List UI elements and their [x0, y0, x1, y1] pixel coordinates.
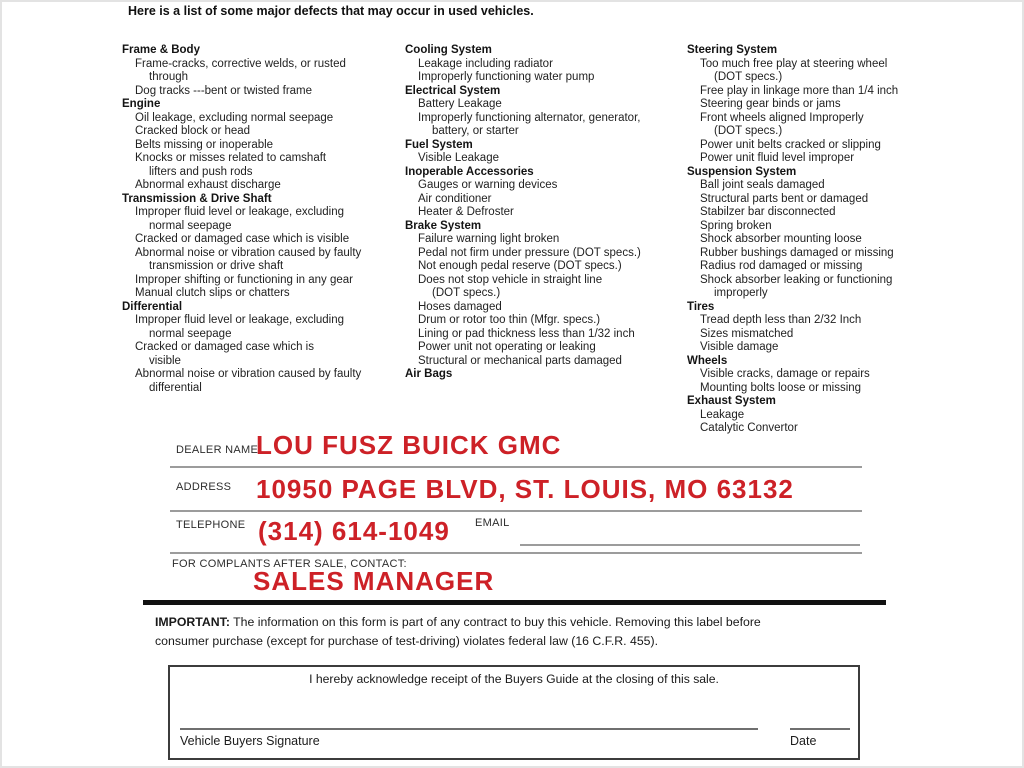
defect-item: improperly: [714, 287, 768, 299]
complaints-contact-value: SALES MANAGER: [253, 566, 495, 596]
defect-item: Visible cracks, damage or repairs: [700, 368, 870, 380]
defect-item: Lining or pad thickness less than 1/32 inch: [418, 327, 635, 340]
signature-box: [168, 665, 860, 760]
defect-item: Leakage including radiator: [418, 57, 553, 70]
defect-category-heading: Wheels: [687, 354, 728, 367]
defect-item: through: [149, 71, 189, 83]
defect-item: Gauges or warning devices: [418, 179, 558, 191]
defect-item: Tread depth less than 2/32 Inch: [700, 314, 862, 326]
important-notice: [155, 613, 807, 650]
defect-item: Abnormal noise or vibration caused by faulty: [135, 246, 362, 259]
defect-category-heading: Tires: [687, 300, 715, 313]
defect-item: Oil leakage, excluding normal seepage: [135, 111, 334, 124]
defects-intro-text: Here is a list of some major defects that may occur in used vehicles.: [128, 4, 534, 18]
defect-item: Abnormal exhaust discharge: [135, 179, 281, 191]
defect-item: Failure warning light broken: [418, 233, 560, 245]
defect-item: Radius rod damaged or missing: [700, 260, 863, 272]
defect-item: Knocks or misses related to camshaft: [135, 152, 327, 164]
section-divider-bar: [143, 600, 886, 605]
defect-item: Manual clutch slips or chatters: [135, 287, 290, 299]
address-value: 10950 PAGE BLVD, ST. LOUIS, MO 63132: [256, 474, 794, 504]
defect-item: Hoses damaged: [418, 300, 502, 313]
defect-item: Improper fluid level or leakage, excluding: [135, 206, 345, 218]
defect-item: Spring broken: [700, 219, 772, 232]
defect-item: Power unit belts cracked or slipping: [700, 138, 881, 151]
defect-category-heading: Exhaust System: [687, 395, 776, 407]
defect-category-heading: Suspension System: [687, 165, 797, 178]
acknowledgement-text: I hereby acknowledge receipt of the Buyers Guide at the closing of this sale.: [309, 672, 719, 686]
defect-item: Structural or mechanical parts damaged: [418, 354, 622, 367]
defect-item: Improperly functioning water pump: [418, 71, 595, 83]
defect-category-heading: Brake System: [405, 219, 482, 232]
signature-line: [180, 728, 758, 730]
date-line: [790, 728, 850, 730]
defect-item: Dog tracks ---bent or twisted frame: [135, 84, 313, 97]
defect-category-heading: Electrical System: [405, 84, 501, 97]
defect-item: battery, or starter: [432, 125, 519, 137]
defect-item: Mounting bolts loose or missing: [700, 381, 862, 394]
defect-item: Not enough pedal reserve (DOT specs.): [418, 260, 622, 272]
defect-category-heading: Cooling System: [405, 44, 492, 56]
defect-category-heading: Air Bags: [405, 368, 453, 380]
defect-category-heading: Engine: [122, 98, 161, 110]
defect-item: (DOT specs.): [714, 125, 783, 137]
signature-label: Vehicle Buyers Signature: [180, 734, 320, 748]
defect-item: Power unit fluid level improper: [700, 152, 855, 164]
defect-category-heading: Differential: [122, 300, 183, 313]
defect-item: visible: [149, 354, 181, 367]
defect-item: Visible Leakage: [418, 152, 499, 164]
defect-category-heading: Fuel System: [405, 138, 473, 151]
defect-item: Pedal not firm under pressure (DOT specs.): [418, 246, 641, 259]
defect-category-heading: Transmission & Drive Shaft: [122, 192, 272, 205]
defect-item: Shock absorber leaking or functioning: [700, 273, 893, 286]
defect-item: Power unit not operating or leaking: [418, 341, 596, 353]
defect-item: Air conditioner: [418, 192, 492, 205]
defect-item: Battery Leakage: [418, 98, 502, 110]
defects-column-3: [687, 44, 967, 436]
dealer-name-underline: [170, 466, 862, 468]
telephone-row-underline: [170, 552, 862, 554]
defect-item: Cracked or damaged case which is: [135, 341, 314, 353]
defect-item: lifters and push rods: [149, 165, 253, 178]
defect-item: differential: [149, 381, 202, 394]
telephone-value: (314) 614-1049: [258, 516, 450, 546]
defect-item: Heater & Defroster: [418, 206, 514, 218]
defect-item: Leakage: [700, 408, 745, 421]
defect-item: Drum or rotor too thin (Mfgr. specs.): [418, 314, 601, 326]
defect-item: Cracked or damaged case which is visible: [135, 233, 350, 245]
defect-item: Improperly functioning alternator, generator,: [418, 111, 641, 124]
defect-item: Steering gear binds or jams: [700, 98, 841, 110]
defect-item: Visible damage: [700, 341, 779, 353]
defect-category-heading: Steering System: [687, 44, 778, 56]
defect-item: Cracked block or head: [135, 125, 251, 137]
defect-category-heading: Frame & Body: [122, 44, 200, 56]
defect-item: Catalytic Convertor: [700, 422, 798, 434]
email-underline: [520, 544, 860, 546]
defect-item: (DOT specs.): [432, 287, 501, 299]
defect-item: Stabilzer bar disconnected: [700, 206, 836, 218]
defect-item: Improper fluid level or leakage, excluding: [135, 314, 345, 326]
defect-item: Does not stop vehicle in straight line: [418, 273, 603, 286]
address-underline: [170, 510, 862, 512]
defect-item: Too much free play at steering wheel: [700, 57, 888, 70]
defect-item: Ball joint seals damaged: [700, 179, 825, 191]
dealer-name-label: DEALER NAME: [176, 444, 259, 456]
defect-item: Free play in linkage more than 1/4 inch: [700, 84, 899, 97]
address-label: ADDRESS: [176, 481, 232, 493]
email-label: EMAIL: [475, 517, 510, 529]
defect-item: transmission or drive shaft: [149, 260, 284, 272]
defect-item: Sizes mismatched: [700, 327, 794, 340]
defect-item: Improper shifting or functioning in any gear: [135, 273, 353, 286]
defect-item: normal seepage: [149, 327, 232, 340]
defect-item: Front wheels aligned Improperly: [700, 111, 864, 124]
defects-column-2: [405, 44, 687, 436]
dealer-name-value: LOU FUSZ BUICK GMC: [256, 430, 562, 460]
defect-item: Frame-cracks, corrective welds, or rusted: [135, 57, 346, 70]
telephone-label: TELEPHONE: [176, 519, 246, 531]
defect-item: Belts missing or inoperable: [135, 138, 274, 151]
defect-item: Rubber bushings damaged or missing: [700, 246, 894, 259]
defects-list: [122, 44, 967, 436]
defect-category-heading: Inoperable Accessories: [405, 165, 534, 178]
defect-item: Shock absorber mounting loose: [700, 233, 862, 245]
defect-item: Abnormal noise or vibration caused by faulty: [135, 368, 362, 380]
defect-item: (DOT specs.): [714, 71, 783, 83]
defects-column-1: [122, 44, 405, 436]
important-label: IMPORTANT:: [155, 615, 230, 629]
defect-item: normal seepage: [149, 219, 232, 232]
date-label: Date: [790, 734, 817, 748]
complaints-contact-label: FOR COMPLANTS AFTER SALE, CONTACT:: [172, 558, 407, 570]
important-text: The information on this form is part of any contract to buy this vehicle. Removing this label before consumer purchase (except for purchase of test-driving) violates federal law (16 C.F.R. 455).: [155, 615, 761, 648]
defect-item: Structural parts bent or damaged: [700, 192, 869, 205]
